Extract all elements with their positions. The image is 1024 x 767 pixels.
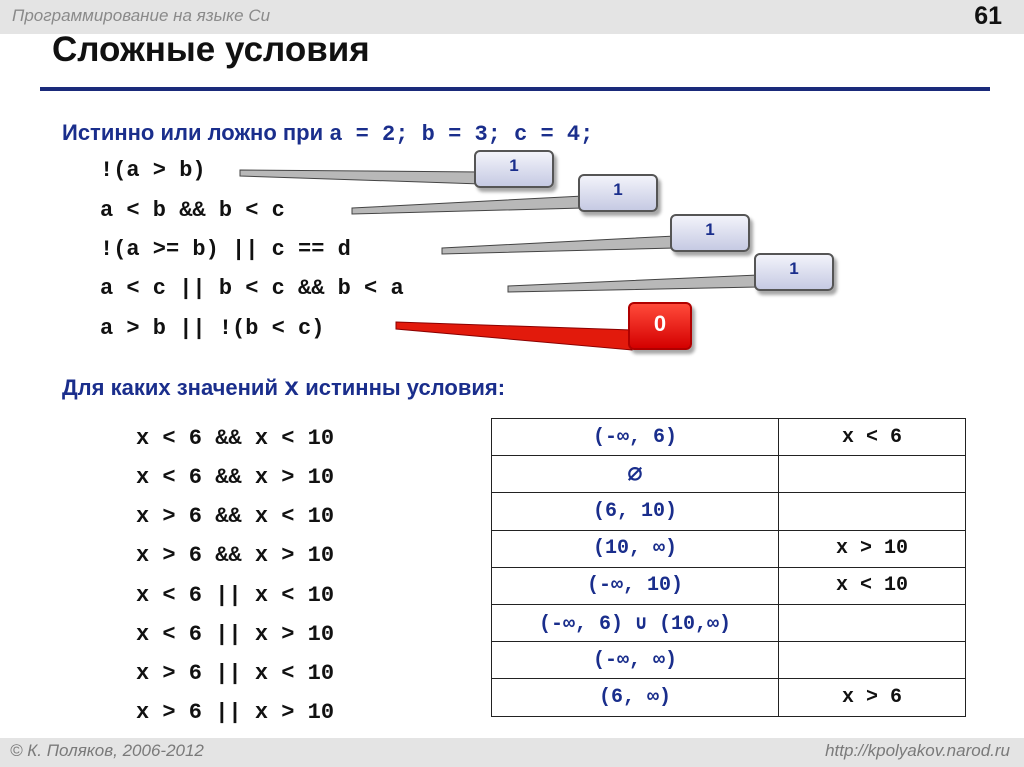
table-row [492, 456, 966, 493]
callout-wire-2 [352, 196, 583, 214]
question-2 [62, 374, 505, 403]
callout-wire-4 [508, 275, 758, 292]
result-badge-2: 1 [578, 174, 658, 212]
table-row [492, 493, 966, 530]
interval-cell: ∅ [492, 456, 779, 493]
condition-1: x < 6 && x < 10 [136, 426, 335, 451]
expression-1: !(a > b) [100, 158, 206, 183]
interval-cell: (6, ∞) [492, 679, 779, 716]
page-number: 61 [974, 2, 1002, 30]
simplified-cell: x > 10 [779, 530, 966, 567]
callout-wire-1 [240, 170, 481, 184]
table-row [492, 679, 966, 716]
result-badge-5: 0 [628, 302, 692, 350]
table-row [492, 642, 966, 679]
interval-cell: (-∞, 6) [492, 419, 779, 456]
expression-3: !(a >= b) || c == d [100, 237, 351, 262]
callout-wire-5 [396, 322, 632, 350]
interval-cell: (-∞, ∞) [492, 642, 779, 679]
simplified-cell: x > 6 [779, 679, 966, 716]
copyright: © К. Поляков, 2006-2012 [10, 741, 204, 760]
result-badge-4: 1 [754, 253, 834, 291]
condition-4: x > 6 && x > 10 [136, 543, 335, 568]
simplified-cell [779, 456, 966, 493]
expression-2: a < b && b < c [100, 198, 285, 223]
condition-6: x < 6 || x > 10 [136, 622, 335, 647]
condition-5: x < 6 || x < 10 [136, 583, 335, 608]
answer-table [491, 418, 966, 717]
interval-cell: (-∞, 10) [492, 567, 779, 604]
site-url: http://kpolyakov.narod.ru [825, 741, 1010, 760]
footer-bar [0, 738, 1024, 767]
table-row [492, 419, 966, 456]
condition-7: x > 6 || x < 10 [136, 661, 335, 686]
condition-8: x > 6 || x > 10 [136, 700, 335, 725]
expression-4: a < c || b < c && b < a [100, 276, 404, 301]
simplified-cell [779, 604, 966, 641]
interval-cell: (10, ∞) [492, 530, 779, 567]
condition-3: x > 6 && x < 10 [136, 504, 335, 529]
question-1-values: a = 2; b = 3; c = 4; [329, 122, 594, 147]
table-row [492, 604, 966, 641]
callout-wire-3 [442, 236, 675, 254]
table-row [492, 530, 966, 567]
question-1-text: Истинно или ложно при [62, 120, 330, 145]
result-badge-1: 1 [474, 150, 554, 188]
course-title: Программирование на языке Си [12, 6, 271, 25]
expression-5: a > b || !(b < c) [100, 316, 325, 341]
slide-title: Сложные условия [52, 30, 370, 69]
simplified-cell [779, 642, 966, 679]
condition-2: x < 6 && x > 10 [136, 465, 335, 490]
interval-cell: (-∞, 6) ∪ (10,∞) [492, 604, 779, 641]
simplified-cell: x < 6 [779, 419, 966, 456]
question-2-after: истинны условия: [299, 375, 506, 400]
interval-cell: (6, 10) [492, 493, 779, 530]
result-badge-3: 1 [670, 214, 750, 252]
question-2-before: Для каких значений [62, 375, 285, 400]
table-row [492, 567, 966, 604]
question-2-var: x [284, 374, 300, 403]
simplified-cell [779, 493, 966, 530]
simplified-cell: x < 10 [779, 567, 966, 604]
